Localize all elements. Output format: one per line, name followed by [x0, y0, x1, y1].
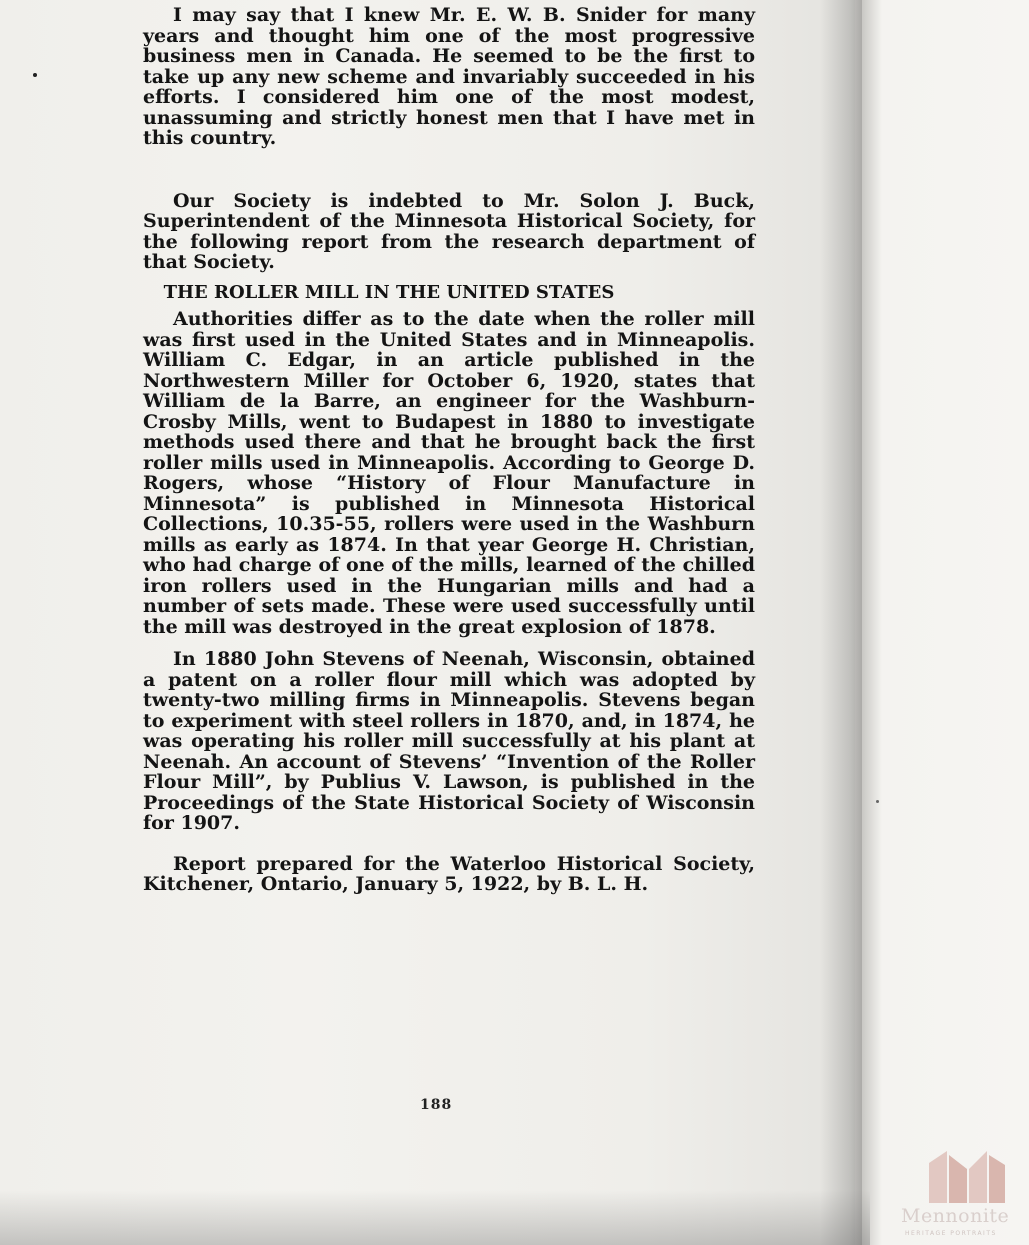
watermark-logo [893, 1145, 1029, 1245]
paragraph-society-indebted: Our Society is indebted to Mr. Solon J. Buck, Superintendent of the Minnesota Historical Society, for the following report from the research department of that Society. [143, 189, 755, 273]
ink-speck [33, 73, 37, 77]
paragraph-authorities: Authorities differ as to the date when the roller mill was first used in the United States and in Minneapolis. William C. Edgar, in an article published in the Northwestern Miller for October 6, 1920, states that William de la Barre, an engineer for the Washburn-Crosby Mills, went to Budapest in 1880 to investigate methods used there and that he brought back the first roller mills used in Minneapolis. According to George D. Rogers, whose “History of Flour Manufacture in Minnesota” is published in Minnesota Historical Collections, 10.35-55, rollers were used in the Washburn mills as early as 1874. In that year George H. Christian, who had charge of one of the mills, learned of the chilled iron rollers used in the Hungarian mills and had a number of sets made. These were used successfully until the mill was destroyed in the great explosion of 1878. [143, 308, 755, 638]
ink-speck [876, 800, 879, 803]
paragraph-report-credit: Report prepared for the Waterloo Historical Society, Kitchener, Ontario, January 5, 1922, by B. L. H. [143, 852, 755, 895]
page-text [143, 5, 755, 895]
watermark-name: Mennonite [901, 1205, 1010, 1227]
section-heading: THE ROLLER MILL IN THE UNITED STATES [163, 281, 615, 303]
page-number: 188 [420, 1097, 453, 1113]
bottom-shadow [0, 1190, 870, 1245]
paragraph-snider: I may say that I knew Mr. E. W. B. Snider for many years and thought him one of the most progressive business men in Canada. He seemed to be the first to take up any new scheme and invariably succeeded in his efforts. I considered him one of the most modest, unassuming and strictly honest men that I have met in this country. [143, 4, 755, 149]
watermark-subtitle: HERITAGE PORTRAITS [905, 1230, 997, 1237]
paragraph-stevens: In 1880 John Stevens of Neenah, Wisconsin, obtained a patent on a roller flour mill which was adopted by twenty-two milling firms in Minneapolis. Stevens began to experiment with steel rollers in 1870, and, in 1874, he was operating his roller mill successfully at his plant at Neenah. An account of Stevens’ “Invention of the Roller Flour Mill”, by Publius V. Lawson, is published in the Proceedings of the State Historical Society of Wisconsin for 1907. [143, 648, 755, 834]
mennonite-logo-icon [927, 1145, 1007, 1205]
facing-page [862, 0, 1029, 1245]
